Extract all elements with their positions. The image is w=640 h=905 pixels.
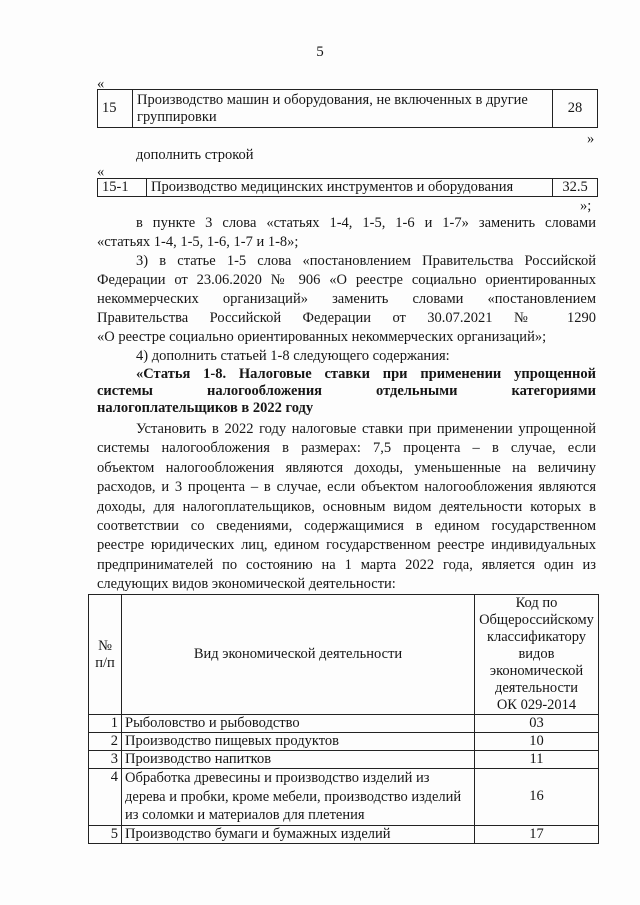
- article-title-line: «Статья 1-8. Налоговые ставки при применении упрощенной: [136, 366, 596, 382]
- close-quote-1: »: [587, 131, 595, 147]
- body-line: следующих видов экономической деятельности:: [97, 576, 396, 593]
- article-line: Федерации от 23.06.2020 № 906 «О реестре социально ориентированных: [97, 272, 596, 288]
- body-line: расходов, и 3 процента – в случае, если объектом налогообложения являются: [97, 479, 596, 496]
- row-15-1-rate: 32.5: [553, 179, 598, 197]
- row-15-rate: 28: [553, 90, 598, 128]
- row-code: 10: [475, 733, 599, 751]
- header-code-line: ОК 029-2014: [496, 697, 577, 713]
- header-number: № п/п: [89, 595, 122, 715]
- row-number: 1: [89, 715, 122, 733]
- row-activity: Производство бумаги и бумажных изделий: [122, 825, 475, 843]
- row-15-1-table: [97, 178, 598, 197]
- activity-table: [88, 594, 599, 844]
- row-code: 03: [475, 715, 599, 733]
- body-line: объектом налогообложения являются доходы, уменьшенные на величину: [97, 459, 596, 476]
- row-15-table: [97, 89, 598, 128]
- article-title-line: налогоплательщиков в 2022 году: [97, 400, 314, 416]
- body-line: предпринимателей по состоянию на 1 марта 2022 года, является один из: [97, 556, 596, 573]
- table-header-row: [89, 595, 599, 715]
- open-quote-2: «: [97, 164, 105, 180]
- article-line: некоммерческих организаций» заменить словами «постановлением: [97, 291, 596, 307]
- table-row: [89, 715, 599, 733]
- row-number: 2: [89, 733, 122, 751]
- row-15-1-activity: Производство медицинских инструментов и оборудования: [147, 179, 553, 197]
- header-code-line: деятельности: [494, 680, 578, 696]
- body-line: соответствии со сведениями, содержащимися в едином государственном: [97, 518, 596, 535]
- header-code: [475, 595, 599, 715]
- row-number: 4: [89, 769, 122, 826]
- item-3-line: в пункте 3 слова «статьях 1-4, 1-5, 1-6 и 1-7» заменить словами: [136, 215, 596, 231]
- page-number: 5: [316, 44, 324, 60]
- row-activity: Производство напитков: [122, 751, 475, 769]
- row-number: 5: [89, 825, 122, 843]
- open-quote-1: «: [97, 76, 105, 92]
- row-number: 3: [89, 751, 122, 769]
- header-code-line: экономической: [489, 663, 584, 679]
- header-code-line: Общероссийскому: [479, 612, 594, 628]
- header-code-line: видов: [518, 646, 555, 662]
- row-activity: Производство пищевых продуктов: [122, 733, 475, 751]
- article-body: [97, 420, 596, 595]
- row-15-number: 15: [98, 90, 133, 128]
- row-15-1-number: 15-1: [98, 179, 147, 197]
- supplement-text: дополнить строкой: [136, 147, 254, 163]
- row-15-activity: Производство машин и оборудования, не включенных в другие группировки: [133, 90, 553, 128]
- item-3-paragraph: [97, 214, 596, 252]
- body-line: реестре юридических лиц, едином государственном реестре индивидуальных: [97, 537, 596, 554]
- row-activity: Обработка древесины и производство изделий из дерева и пробки, кроме мебели, производство изделий из соломки и материалов для плетения: [122, 769, 475, 826]
- header-code-line: Код по: [515, 595, 558, 611]
- item-3-line: «статьях 1-4, 1-5, 1-6, 1-7 и 1-8»;: [97, 234, 299, 250]
- close-quote-semicolon: »;: [580, 198, 592, 214]
- item-3-article-paragraph: [97, 252, 596, 347]
- body-line: системы налогообложения в размерах: 7,5 процента – в случае, если: [97, 440, 596, 457]
- article-title-line: системы налогообложения отдельными категориями: [97, 383, 596, 399]
- table-row: [89, 825, 599, 843]
- table-row: [89, 769, 599, 826]
- header-activity: Вид экономической деятельности: [122, 595, 475, 715]
- row-code: 17: [475, 825, 599, 843]
- article-line: «О реестре социально ориентированных некоммерческих организаций»;: [97, 329, 547, 345]
- row-code: 11: [475, 751, 599, 769]
- article-line: Правительства Российской Федерации от 30.07.2021 № 1290: [97, 310, 596, 326]
- table-row: [89, 733, 599, 751]
- article-title: [97, 366, 596, 417]
- body-line: доходы, для налогоплательщиков, основным видом деятельности которых в: [97, 498, 596, 515]
- row-code: 16: [475, 769, 599, 826]
- row-activity: Рыболовство и рыбоводство: [122, 715, 475, 733]
- body-line: Установить в 2022 году налоговые ставки при применении упрощенной: [136, 421, 596, 437]
- item-4-text: 4) дополнить статьей 1-8 следующего содержания:: [136, 348, 450, 364]
- header-code-line: классификатору: [486, 629, 587, 645]
- table-row: [89, 751, 599, 769]
- article-line: 3) в статье 1-5 слова «постановлением Правительства Российской: [136, 253, 596, 269]
